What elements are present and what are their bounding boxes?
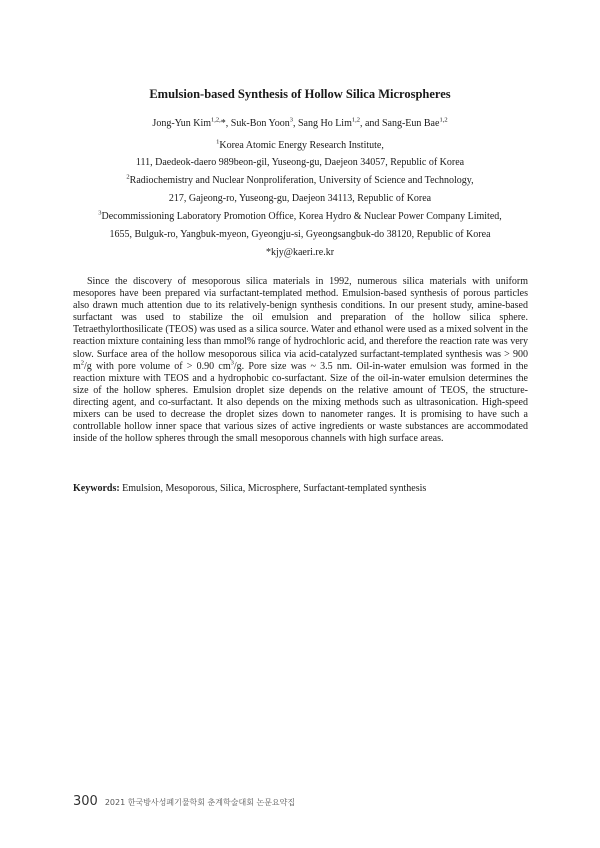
author-list [0, 118, 600, 129]
affiliation-1 [0, 140, 600, 151]
author-name: Suk-Bon Yoon [230, 118, 290, 129]
author-separator: *, [220, 118, 231, 129]
author-superscript: 1,2 [351, 116, 360, 124]
author-separator: , and [359, 118, 382, 129]
affiliation-superscript: 1 [216, 138, 220, 146]
journal-name: 2021 한국방사성폐기물학회 춘계학술대회 논문요약집 [104, 798, 296, 807]
affiliation-3-address: 1655, Bulguk-ro, Yangbuk-myeon, Gyeongju-si, Gyeongsangbuk-do 38120, Republic of Korea [109, 229, 491, 240]
abstract-text: /g with pore volume of > 0.90 cm [84, 360, 231, 372]
affiliation-3 [0, 211, 600, 222]
author-name: Jong-Yun Kim [152, 118, 212, 129]
affiliation-institution: Korea Atomic Energy Research Institute, [219, 140, 384, 151]
affiliation-superscript: 3 [98, 209, 102, 217]
affiliation-superscript: 2 [126, 173, 130, 181]
affiliation-institution: Radiochemistry and Nuclear Nonproliferation, University of Science and Technology, [129, 175, 474, 186]
author-superscript: 1,2, [211, 116, 221, 124]
page-number: 300 [73, 794, 98, 809]
affiliation-2 [0, 175, 600, 186]
unit-superscript: 3 [230, 359, 234, 367]
keywords-label: Keywords: [73, 483, 120, 494]
corresponding-email: *kjy@kaeri.re.kr [265, 247, 335, 258]
unit-superscript: 2 [80, 359, 85, 367]
author-superscript: 1,2 [439, 116, 448, 124]
keywords-text: Emulsion, Mesoporous, Silica, Microsphere, Surfactant-templated synthesis [119, 483, 427, 494]
abstract-text: /g. Pore size was ~ 3.5 nm. Oil-in-water emulsion was formed in the reaction mixture with TEOS and a hydrophobic co-surfactant. Size of the oil-in-water emulsion determines the size of the hollow spheres. Emulsion droplet size depends on the relative amount of TEOS, the structure-directing agent, and co-surfactant. It also depends on the mixing methods such as ultrasonication. High-speed mixers can be used to decrease the droplet sizes down to nanometer ranges. It is promising to have such a controllable hollow inner space that various sizes of active ingredients or waste substances are accommodated inside of the hollow spheres through the small mesoporous channels with high surface areas. [73, 360, 528, 445]
author-superscript: 3 [289, 116, 293, 124]
affiliation-1-address: 111, Daedeok-daero 989beon-gil, Yuseong-gu, Daejeon 34057, Republic of Korea [135, 157, 465, 168]
paper-title: Emulsion-based Synthesis of Hollow Silica Microspheres [149, 87, 451, 101]
page-footer [73, 790, 295, 809]
abstract-text: Since the discovery of mesoporous silica materials in 1992, numerous silica materials with uniform mesopores have been prepared via surfactant-templated method. Emulsion-based synthesis of porous particles also drawn much attention due to its relatively-benign synthesis conditions. In our present study, amine-based surfactant was used to stabilize the oil emulsion and preparation of the hollow silica sphere. Tetraethylorthosilicate (TEOS) was used as a silica source. Water and ethanol were used as a mixed solvent in the reaction mixture containing less than mmol% range of hydrochloric acid, and therefore the reaction rate was very slow. Surface area of the hollow mesoporous silica via acid-catalyzed surfactant-templated synthesis was > 900 m [73, 276, 528, 372]
keywords [73, 483, 528, 494]
author-separator: , [292, 118, 298, 129]
affiliation-institution: Decommissioning Laboratory Promotion Office, Korea Hydro & Nuclear Power Company Limited, [101, 211, 502, 222]
author-name: Sang Ho Lim [297, 118, 352, 129]
affiliation-2-address: 217, Gajeong-ro, Yuseong-gu, Daejeon 34113, Republic of Korea [168, 193, 432, 204]
author-name: Sang-Eun Bae [381, 118, 440, 129]
abstract-paragraph [73, 276, 528, 445]
